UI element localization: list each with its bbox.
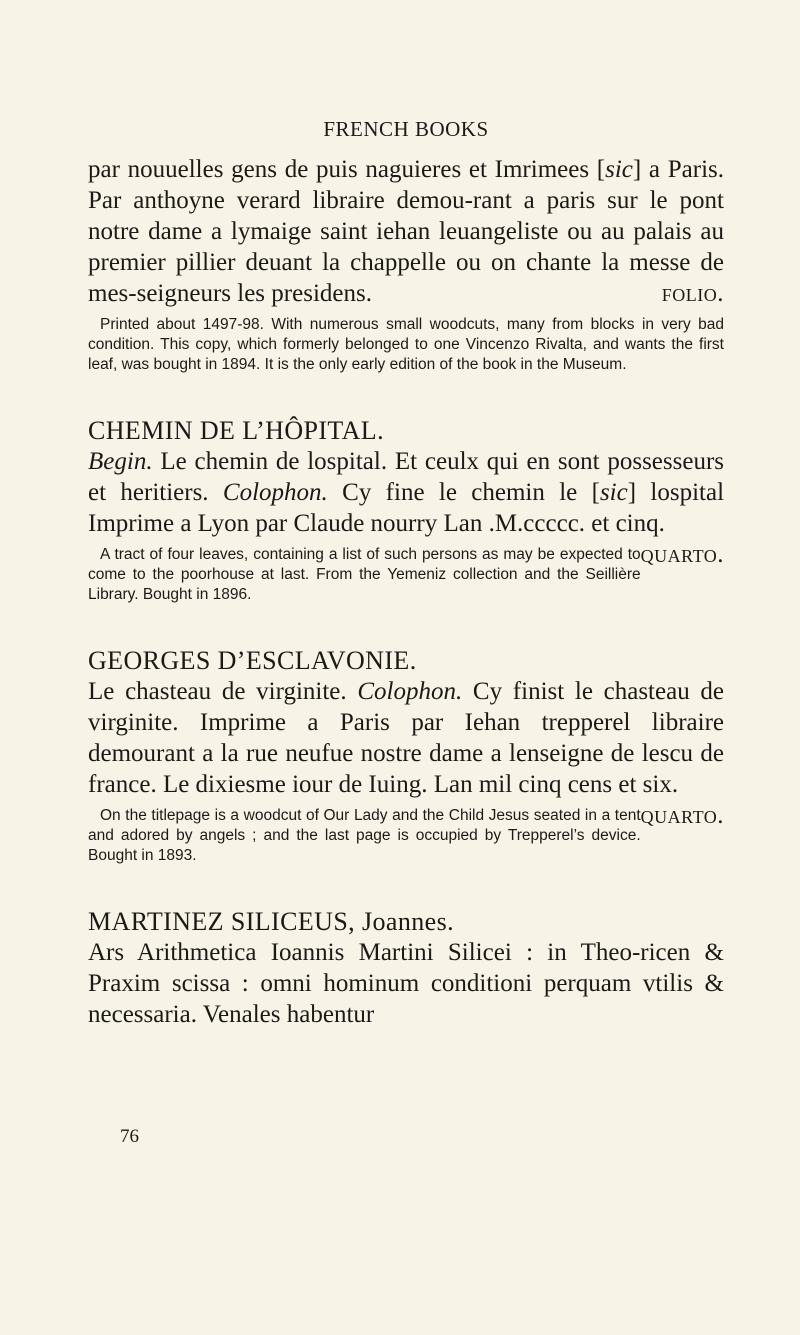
sic-mark: sic [605, 156, 633, 183]
book-page [88, 0, 724, 1030]
entry-heading: MARTINEZ SILICEUS, Joannes. [88, 907, 454, 936]
catalogue-entry [88, 154, 724, 375]
entry-note: On the titlepage is a woodcut of Our Lady and the Child Jesus seated in a tent and adored by angels ; and the last page is occupied by Trepperel’s device. Bought in 1893. [88, 807, 641, 864]
title-text: par nouuelles gens de puis naguieres et Imrimees [ [88, 156, 606, 183]
title-text: ] a Paris. Par anthoyne verard libraire demou-rant a paris sur le pont notre dame a lymaige saint iehan leuangeliste ou au palais au premier pillier deuant la chappelle ou on chante la messe de mes-seigneurs les presidens. [88, 156, 724, 307]
entry-heading: CHEMIN DE L’HÔPITAL. [88, 416, 384, 445]
colophon-label: Colophon. [222, 479, 328, 506]
catalogue-entry [88, 415, 724, 605]
entry-title: Ars Arithmetica Ioannis Martini Silicei : in Theo-ricen & Praxim scissa : omni hominum conditioni perquam vtilis & necessaria. Venales habentur [88, 939, 724, 1028]
catalogue-entry [88, 645, 724, 866]
entry-note: A tract of four leaves, containing a list of such persons as may be expected to come to the poorhouse at last. From the Yemeniz collection and the Seillière Library. Bought in 1896. [88, 546, 641, 603]
title-text: Le chasteau de virginite. [88, 678, 347, 705]
format-label: folio. [661, 280, 724, 307]
page-number: 76 [120, 1126, 139, 1147]
entry-heading: GEORGES D’ESCLAVONIE. [88, 646, 417, 675]
begin-text: Le chemin de lospital. Et ceulx qui en sont possesseurs et heritiers. [88, 448, 725, 506]
entry-title [88, 446, 725, 568]
entry-title [88, 676, 724, 829]
entry-note: Printed about 1497-98. With numerous small woodcuts, many from blocks in very bad condition. This copy, which formerly belonged to one Vincenzo Rivalta, and wants the first leaf, was bought in 1894. It is the only early edition of the book in the Museum. [88, 316, 724, 373]
format-label: quarto. [640, 541, 724, 568]
begin-label: Begin. [88, 448, 153, 475]
format-label: quarto. [640, 802, 724, 829]
running-head: FRENCH BOOKS [323, 117, 489, 141]
colophon-text: Cy finist le chasteau de virginite. Imprime a Paris par Iehan trepperel libraire demourant a la rue neufue nostre dame a lenseigne de lescu de france. Le dixiesme iour de Iuing. Lan mil cinq cens et six. [88, 678, 724, 798]
entry-title [88, 154, 724, 309]
catalogue-entry [88, 906, 724, 1030]
sic-mark: sic [599, 479, 628, 506]
colophon-text: ] lospital Imprime a Lyon par Claude nourry Lan .M.ccccc. et cinq. [88, 479, 725, 537]
colophon-text: Cy fine le chemin le [ [342, 479, 600, 506]
colophon-label: Colophon. [357, 678, 463, 705]
